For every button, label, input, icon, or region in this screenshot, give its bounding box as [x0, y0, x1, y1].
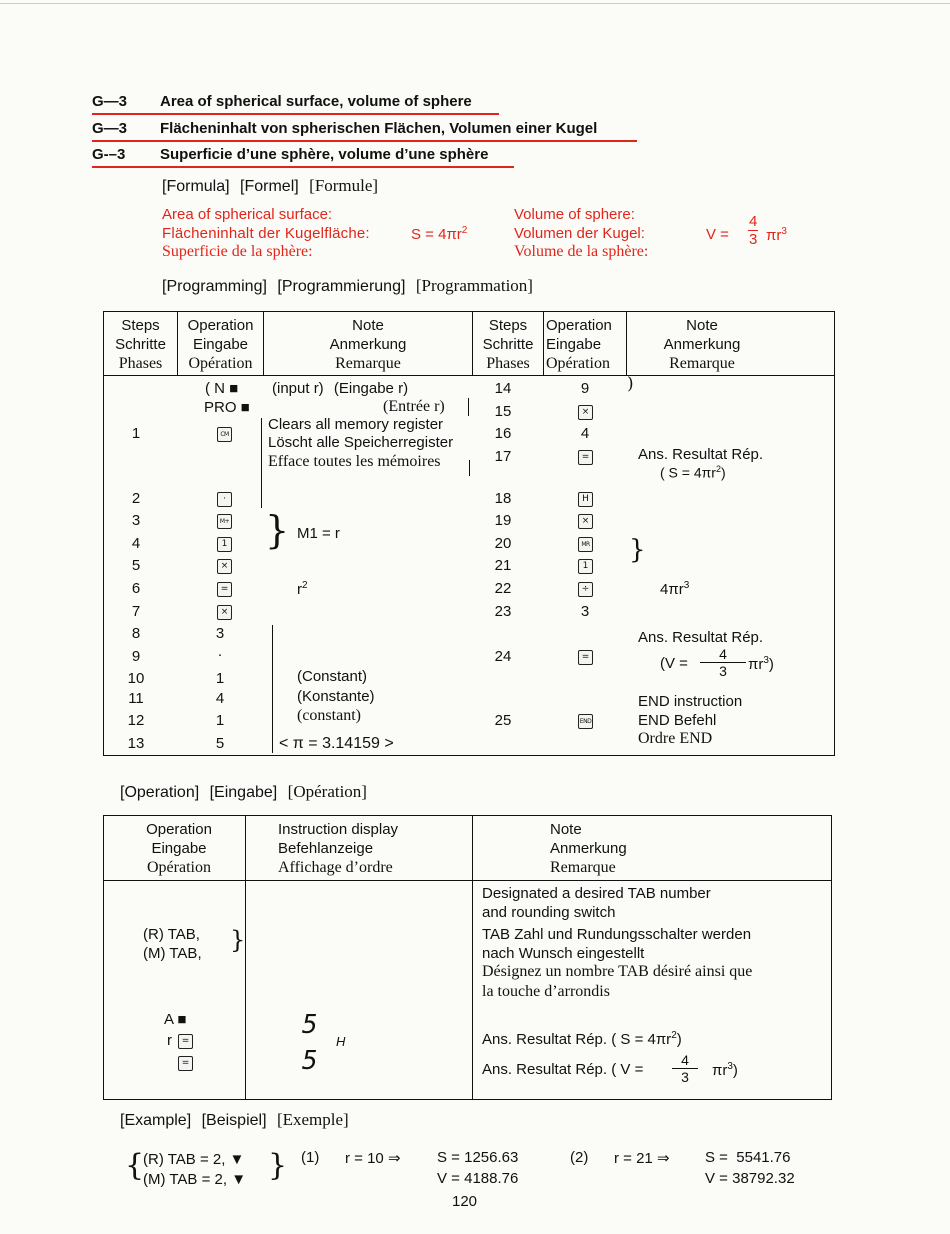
display-h: H [336, 1034, 346, 1049]
divide-key-icon: ÷ [578, 582, 593, 597]
section-code: G-–3 [92, 146, 126, 163]
multiply-key-icon: × [578, 405, 593, 420]
note-constant-fr: (constant) [297, 707, 361, 724]
op-ans-v-fraction: $\frac{4}{3}$ [672, 1052, 698, 1085]
example-1-input: r = 10 ⇒ [345, 1150, 401, 1167]
section-code: G—3 [92, 120, 128, 137]
op-digit: 3 [215, 625, 225, 642]
note-end-fr: Ordre END [638, 730, 713, 747]
end-key-icon: END [578, 714, 593, 729]
step-number: 23 [494, 603, 512, 620]
op-ans-s: Ans. Resultat Rép. ( $S = 4\pi r^2$) [482, 1030, 682, 1048]
bracket-line [272, 625, 273, 753]
op-pro-mode: PRO ■ [204, 399, 250, 416]
cm-key-icon: CM [217, 427, 232, 442]
example-tab-r: (R) TAB = 2, ▼ [143, 1151, 245, 1168]
operation-heading: [Operation] [Eingabe] [Opération] [120, 782, 367, 801]
note-ans-v: Ans. Resultat Rép. [638, 629, 764, 646]
section-code: G—3 [92, 93, 128, 110]
note-constant-de: (Konstante) [297, 688, 375, 705]
area-label-en: Area of spherical surface: [162, 206, 333, 223]
m-plus-key-icon: M+ [217, 514, 232, 529]
op-r-label: r [167, 1032, 172, 1049]
op-tab-r: (R) TAB, [143, 926, 200, 943]
note-input-r-fr: (Entrée r) [383, 398, 445, 415]
note-clear-en: Clears all memory register [268, 416, 444, 433]
note-rule [469, 460, 470, 476]
step-number: 15 [494, 403, 512, 420]
brace-icon: } [629, 535, 646, 565]
header-steps: Steps Schritte Phases [115, 317, 166, 372]
op-digit: 5 [215, 735, 225, 752]
step-number: 19 [494, 512, 512, 529]
step-number: 7 [131, 603, 141, 620]
volume-formula-lhs: V = [706, 226, 729, 243]
volume-label-fr: Volume de la sphère: [514, 243, 649, 260]
op-header-display: Instruction display Befehlanzeige Affichage d’ordre [278, 821, 399, 876]
op-decimal: · [217, 646, 223, 663]
volume-label-de: Volumen der Kugel: [514, 225, 645, 242]
step-number: 12 [127, 712, 145, 729]
area-label-de: Flächeninhalt der Kugelfläche: [162, 225, 370, 242]
volume-formula-rhs: $\pi r^3$ [766, 226, 787, 244]
brace-icon: } [268, 1148, 288, 1183]
brace-icon: } [265, 508, 290, 552]
brace-icon: } [230, 926, 246, 954]
display-digit: 5 [302, 1046, 318, 1076]
step-number: 17 [494, 448, 512, 465]
note-end-de: END Befehl [638, 712, 717, 729]
volume-fraction: $\frac{4}{3}$ [749, 213, 758, 248]
step-number: 25 [494, 712, 512, 729]
brace-icon: ) [627, 374, 634, 394]
op-a-key: A ■ [164, 1011, 187, 1028]
title-underline [92, 140, 637, 142]
title-fr: G-–3 Superficie d’une sphère, volume d’une sphère [92, 146, 489, 163]
page-number: 120 [452, 1193, 478, 1210]
op-note-de: TAB Zahl und Rundungsschalter werden nach Wunsch eingestellt [482, 926, 752, 962]
example-tab-m: (M) TAB = 2, ▼ [143, 1171, 247, 1188]
op-digit: 1 [215, 712, 225, 729]
example-heading: [Example] [Beispiel] [Exemple] [120, 1110, 349, 1129]
one-key-icon: 1 [217, 537, 232, 552]
mr-key-icon: MR [578, 537, 593, 552]
equals-key-icon: = [178, 1056, 193, 1071]
op-digit: 9 [580, 380, 590, 397]
example-1-v: V = 4188.76 [437, 1170, 519, 1187]
multiply-key-icon: × [578, 514, 593, 529]
multiply-key-icon: × [217, 605, 232, 620]
table-header-rule [103, 375, 835, 376]
step-number: 2 [131, 490, 141, 507]
equals-key-icon: = [578, 450, 593, 465]
op-header-operation: Operation Eingabe Opération [146, 821, 212, 876]
example-2-label: (2) [570, 1149, 589, 1166]
step-number: 8 [131, 625, 141, 642]
equals-key-icon: = [217, 582, 232, 597]
h-key-icon: H [578, 492, 593, 507]
op-ans-v-rhs: $\pi r^3$) [712, 1061, 738, 1079]
step-number: 4 [131, 535, 141, 552]
step-number: 11 [128, 690, 144, 707]
formula-heading: [Formula] [Formel] [Formule] [162, 176, 379, 195]
header-note: Note Anmerkung Remarque [329, 317, 407, 372]
bracket-line [261, 418, 262, 508]
note-ans-v-rhs: $\pi r^3$) [748, 655, 774, 673]
title-underline [92, 166, 514, 168]
step-number: 14 [494, 380, 512, 397]
op-digit: 1 [215, 670, 225, 687]
note-clear-de: Löscht alle Speicherregister [268, 434, 454, 451]
multiply-key-icon: × [217, 559, 232, 574]
step-number: 24 [494, 648, 512, 665]
example-1-label: (1) [301, 1149, 320, 1166]
example-2-s: S = 5541.76 [705, 1149, 791, 1166]
op-header-note: Note Anmerkung Remarque [550, 821, 627, 876]
page-top-edge [0, 3, 950, 4]
title-en: G—3 Area of spherical surface, volume of sphere [92, 93, 472, 110]
op-n-mode: ( N ■ [205, 380, 239, 397]
programming-heading: [Programming] [Programmierung] [Programmation] [162, 276, 533, 295]
op-digit: 4 [580, 425, 590, 442]
step-number: 16 [494, 425, 512, 442]
header-note-right: Note Anmerkung Remarque [663, 317, 741, 372]
header-steps-right: Steps Schritte Phases [482, 317, 534, 372]
note-r-squared: $r^2$ [297, 580, 308, 598]
title-de: G—3 Flächeninhalt von spherischen Flächen, Volumen einer Kugel [92, 120, 598, 137]
brace-icon: { [125, 1148, 145, 1183]
note-constant-en: (Constant) [297, 668, 368, 685]
step-number: 18 [494, 490, 512, 507]
op-note-fr: Désignez un nombre TAB désiré ainsi que la touche d’arrondis [482, 963, 753, 1000]
equals-key-icon: = [578, 650, 593, 665]
example-2-v: V = 38792.32 [705, 1170, 795, 1187]
step-number: 5 [131, 557, 141, 574]
note-ans-s: Ans. Resultat Rép. [638, 446, 764, 463]
note-rule [468, 398, 469, 416]
step-number: 22 [494, 580, 512, 597]
example-2-input: r = 21 ⇒ [614, 1150, 670, 1167]
step-number: 9 [131, 648, 141, 665]
header-operation-right: Operation Eingabe Opération [546, 317, 612, 372]
op-note-en: Designated a desired TAB number and rounding switch [482, 885, 711, 921]
note-input-r: (input r) (Eingabe r) [272, 380, 409, 397]
step-number: 13 [127, 735, 145, 752]
header-operation: Operation Eingabe Opération [187, 317, 254, 372]
note-pi-value: < π = 3.14159 > [279, 735, 394, 752]
one-key-icon: 1 [578, 559, 593, 574]
note-end-en: END instruction [638, 693, 743, 710]
op-digit: 4 [215, 690, 225, 707]
note-clear-fr: Efface toutes les mémoires [268, 453, 441, 470]
step-number: 10 [127, 670, 145, 687]
display-digit: 5 [302, 1010, 318, 1040]
op-digit: 3 [580, 603, 590, 620]
note-ans-s-eq: ( $S = 4\pi r^2$) [660, 464, 726, 481]
note-m1: M1 = r [297, 525, 340, 542]
step-number: 20 [494, 535, 512, 552]
volume-label-en: Volume of sphere: [514, 206, 635, 223]
decimal-key-icon: · [217, 492, 232, 507]
op-ans-v: Ans. Resultat Rép. ( V = [482, 1061, 644, 1078]
step-number: 21 [494, 557, 512, 574]
area-formula: $S = 4\pi r^2$ [411, 225, 468, 243]
step-number: 3 [131, 512, 141, 529]
table-header-rule [103, 880, 832, 881]
example-1-s: S = 1256.63 [437, 1149, 519, 1166]
title-underline [92, 113, 499, 115]
note-ans-v-lhs: (V = [660, 655, 688, 672]
area-label-fr: Superficie de la sphère: [162, 243, 313, 260]
step-number: 6 [131, 580, 141, 597]
op-tab-m: (M) TAB, [143, 945, 202, 962]
equals-key-icon: = [178, 1034, 193, 1049]
col-sep [472, 816, 473, 1099]
note-ans-v-fraction: $\frac{4}{3}$ [700, 646, 746, 679]
step-number: 1 [131, 425, 141, 442]
note-4pi-r3: $4\pi r^3$ [660, 580, 690, 598]
